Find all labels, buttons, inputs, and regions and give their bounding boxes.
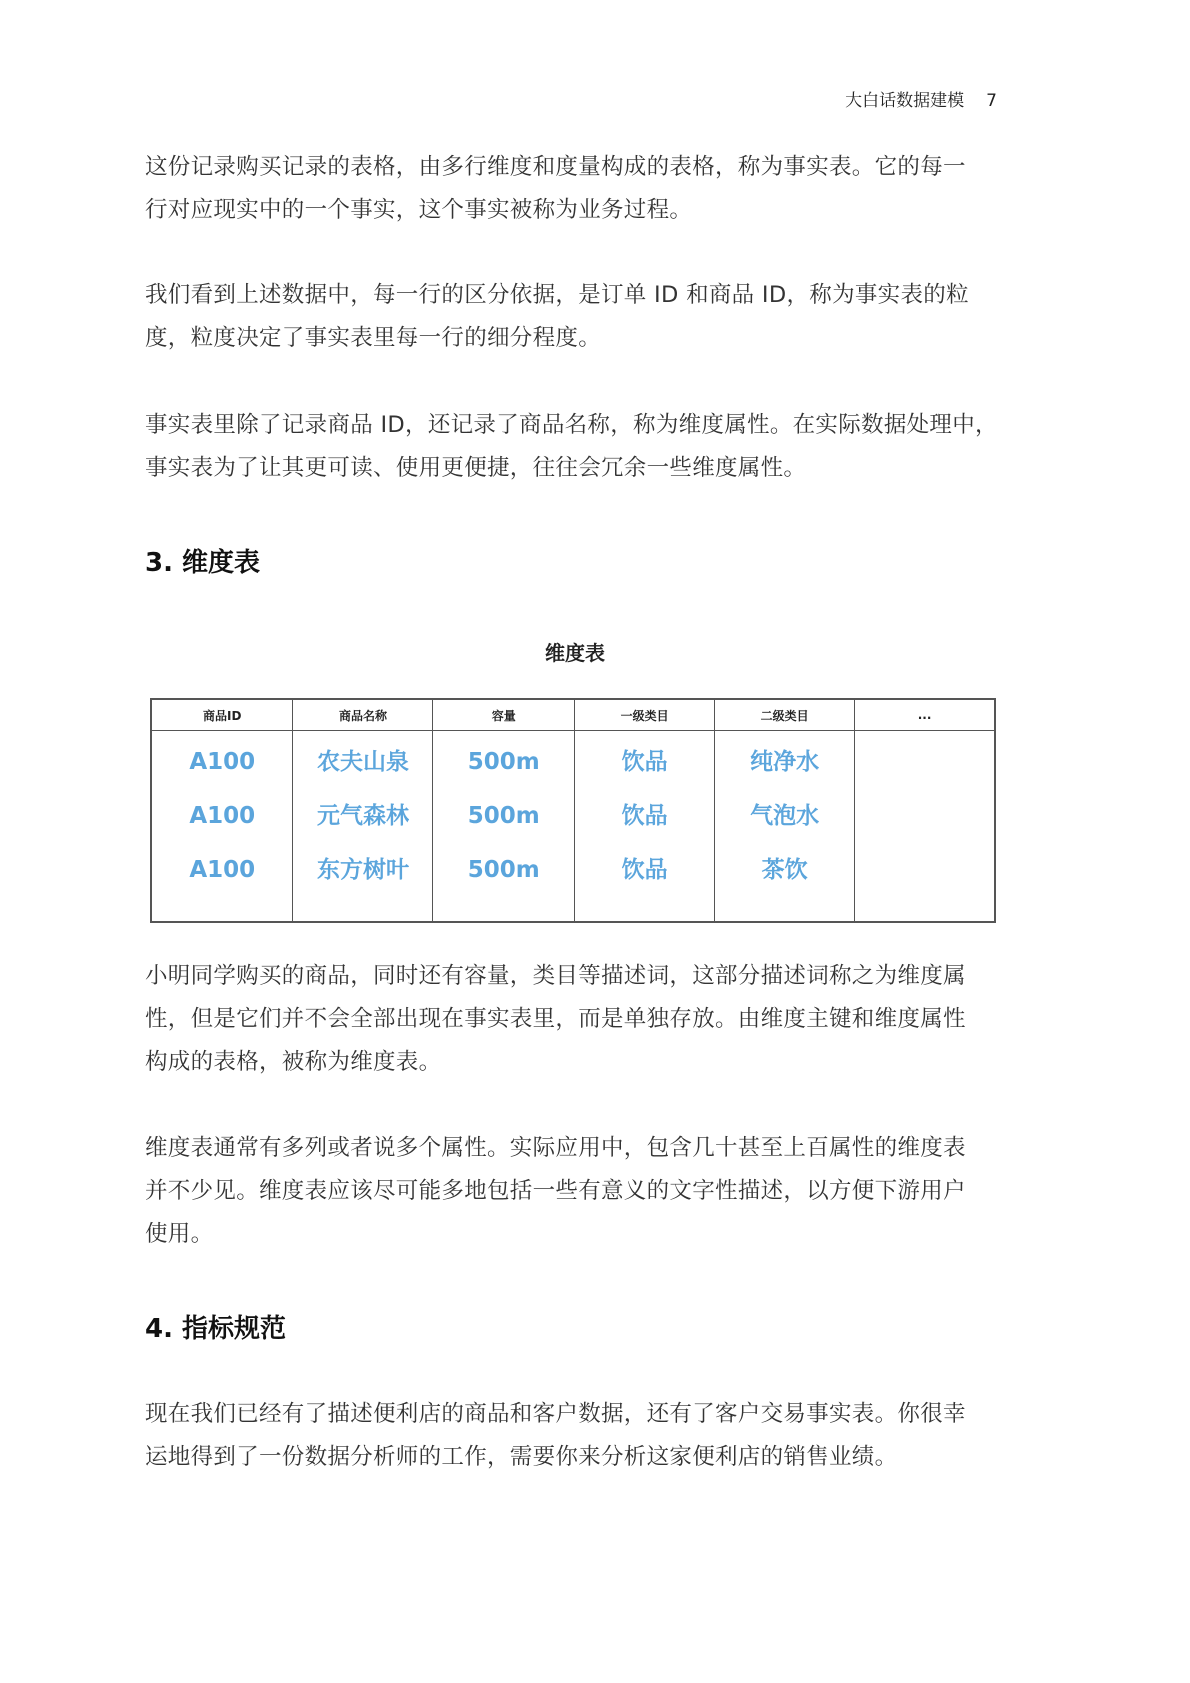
column-header: ... xyxy=(855,699,995,731)
text-line: 度，粒度决定了事实表里每一行的细分程度。 xyxy=(145,325,602,351)
text-line: 事实表为了让其更可读、使用更便捷，往往会冗余一些维度属性。 xyxy=(145,455,807,481)
cell: 东方树叶 xyxy=(316,857,409,883)
page-number: 7 xyxy=(986,91,997,111)
text-line: 我们看到上述数据中，每一行的区分依据，是订单 ID 和商品 ID，称为事实表的粒 xyxy=(145,282,969,308)
running-header xyxy=(845,86,997,111)
cell: 农夫山泉 xyxy=(316,749,409,775)
table-caption: 维度表 xyxy=(545,641,605,665)
column-header: 商品ID xyxy=(151,699,293,731)
paragraph-dimension-attributes xyxy=(145,404,1005,490)
paragraph-metrics-intro xyxy=(145,1393,1005,1479)
cell xyxy=(855,789,994,843)
section-heading-3: 3. 维度表 xyxy=(145,548,261,578)
text-line: 事实表里除了记录商品 ID，还记录了商品名称，称为维度属性。在实际数据处理中， xyxy=(145,412,998,438)
cell: 500m xyxy=(467,749,540,775)
text-line: 运地得到了一份数据分析师的工作，需要你来分析这家便利店的销售业绩。 xyxy=(145,1444,898,1470)
cell xyxy=(855,843,994,897)
cell: 500m xyxy=(467,857,540,883)
text-line: 性，但是它们并不会全部出现在事实表里，而是单独存放。由维度主键和维度属性 xyxy=(145,1006,966,1032)
column-cells xyxy=(715,731,855,923)
column-cells xyxy=(575,731,715,923)
dimension-table xyxy=(150,698,996,923)
cell: A100 xyxy=(189,857,256,883)
column-cells xyxy=(151,731,293,923)
text-line: 行对应现实中的一个事实，这个事实被称为业务过程。 xyxy=(145,197,693,223)
section-heading-4: 4. 指标规范 xyxy=(145,1314,287,1344)
column-cells xyxy=(433,731,575,923)
text-line: 维度表通常有多列或者说多个属性。实际应用中，包含几十甚至上百属性的维度表 xyxy=(145,1135,966,1161)
cell: 气泡水 xyxy=(750,803,820,829)
column-cells xyxy=(855,731,995,923)
table-body xyxy=(151,731,995,923)
paragraph-granularity xyxy=(145,274,1005,360)
cell: 饮品 xyxy=(621,749,668,775)
cell xyxy=(855,735,994,789)
cell: 纯净水 xyxy=(750,749,820,775)
column-header: 一级类目 xyxy=(575,699,715,731)
text-line: 小明同学购买的商品，同时还有容量，类目等描述词，这部分描述词称之为维度属 xyxy=(145,963,966,989)
paragraph-fact-table xyxy=(145,146,1005,232)
cell: 茶饮 xyxy=(761,857,808,883)
paragraph-dimension-table-intro xyxy=(145,955,1005,1084)
text-line: 构成的表格，被称为维度表。 xyxy=(145,1049,442,1075)
cell: 元气森林 xyxy=(316,803,409,829)
book-title: 大白话数据建模 xyxy=(845,91,965,111)
column-header: 商品名称 xyxy=(293,699,433,731)
paragraph-dimension-table-attributes xyxy=(145,1127,1005,1256)
cell: A100 xyxy=(189,803,256,829)
cell: A100 xyxy=(189,749,256,775)
cell: 饮品 xyxy=(621,857,668,883)
cell: 饮品 xyxy=(621,803,668,829)
column-header: 二级类目 xyxy=(715,699,855,731)
text-line: 这份记录购买记录的表格，由多行维度和度量构成的表格，称为事实表。它的每一 xyxy=(145,154,966,180)
column-header: 容量 xyxy=(433,699,575,731)
table-header-row xyxy=(151,699,995,731)
text-line: 并不少见。维度表应该尽可能多地包括一些有意义的文字性描述，以方便下游用户 xyxy=(145,1178,966,1204)
column-cells xyxy=(293,731,433,923)
text-line: 现在我们已经有了描述便利店的商品和客户数据，还有了客户交易事实表。你很幸 xyxy=(145,1401,966,1427)
cell: 500m xyxy=(467,803,540,829)
text-line: 使用。 xyxy=(145,1221,214,1247)
